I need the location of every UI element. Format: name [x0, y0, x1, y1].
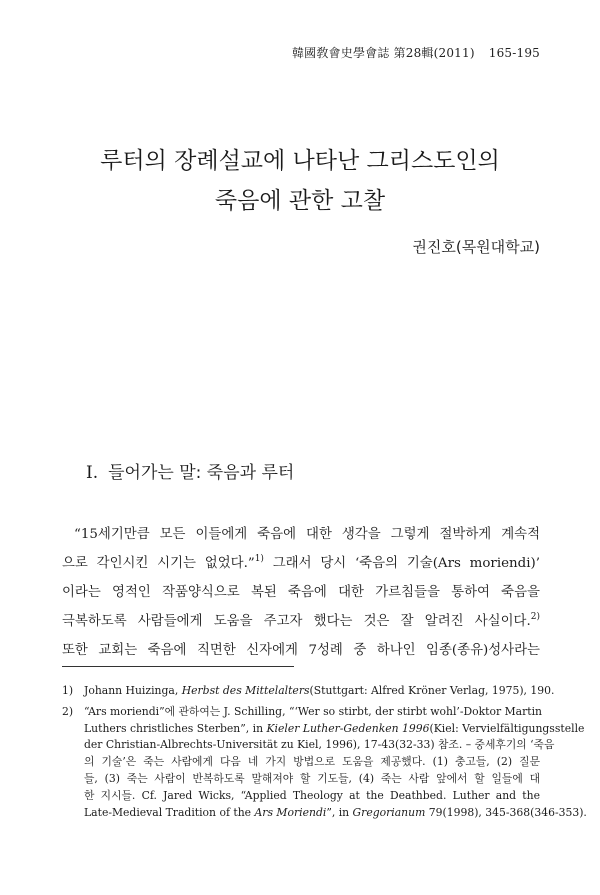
body-line	[62, 607, 540, 636]
section-number: Ⅰ.	[86, 463, 99, 483]
footnote-number: 2)	[62, 704, 74, 718]
footnote-book-title: Herbst des Mittelalters	[181, 684, 310, 697]
footnote-text: Luthers christliches Sterben”, in	[84, 721, 267, 735]
footnote-line: der Christian-Albrechts-Universität zu Kiel, 1996), 17-43(32-33) 참조. – 중세후기의 ‘죽음	[84, 738, 555, 752]
footnote-text: 79(1998), 345-368(346-353).	[425, 805, 587, 819]
footnote-line	[84, 805, 587, 822]
footnotes	[62, 683, 587, 825]
author-affiliation: 권진호(목원대학교)	[412, 238, 540, 256]
footnote-line: 들, (3) 죽는 사람이 반복하도록 말해져야 할 기도들, (4) 죽는 사람 앞에서 할 일들에 대	[84, 771, 540, 785]
body-text: 으로 각인시킨 시기는 없었다.”	[62, 556, 255, 571]
footnote-ref: 2)	[530, 611, 540, 622]
body-line	[62, 549, 540, 578]
section-heading	[86, 458, 294, 483]
body-paragraph	[62, 520, 540, 665]
footnote-number: 1)	[62, 684, 74, 697]
footnote-line: 한 지시들. Cf. Jared Wicks, “Applied Theology at the Deathbed. Luther and the	[84, 788, 540, 802]
footnote-journal-title: Gregorianum	[352, 805, 426, 819]
footnote-text: (Stuttgart: Alfred Kröner Verlag, 1975), 190.	[309, 684, 555, 697]
running-header	[292, 44, 540, 61]
footnote-line: 의 기술’은 죽는 사람에게 다음 네 가지 방법으로 도움을 제공했다. (1) 충고들, (2) 질문	[84, 755, 540, 769]
footnote-line	[84, 683, 555, 700]
page-range: 165-195	[488, 46, 540, 60]
body-line: 또한 교회는 죽음에 직면한 신자에게 7성례 중 하나인 임종(종유)성사라는	[62, 643, 540, 658]
footnote-text: (Kiel: Vervielfältigungsstelle	[429, 721, 585, 735]
footnote-ref: 1)	[254, 553, 264, 564]
body-text: 그래서 당시 ‘죽음의 기술(Ars moriendi)’	[263, 556, 540, 571]
footnote-2	[62, 704, 587, 822]
footnote-line	[84, 721, 585, 738]
section-title: 들어가는 말: 죽음과 루터	[108, 463, 295, 483]
title-line-2: 죽음에 관한 고찰	[214, 188, 386, 214]
body-line: “15세기만큼 모든 이들에게 죽음에 대한 생각을 그렇게 절박하게 계속적	[74, 527, 540, 542]
body-text: 극복하도록 사람들에게 도움을 주고자 했다는 것은 잘 알려진 사실이다.	[62, 614, 531, 629]
footnote-book-title: Ars Moriendi	[254, 805, 327, 819]
footnote-line: “Ars moriendi”에 관하여는 J. Schilling, “‘Wer so stirbt, der stirbt wohl’-Doktor Martin	[84, 704, 543, 718]
footnote-divider	[62, 666, 294, 667]
article-title	[40, 141, 560, 221]
body-line: 이라는 영적인 작품양식으로 복된 죽음에 대한 가르침들을 통하여 죽음을	[62, 585, 540, 600]
footnote-book-title: Kieler Luther-Gedenken 1996	[266, 721, 430, 735]
footnote-text: ”, in	[326, 805, 353, 819]
title-line-1: 루터의 장례설교에 나타난 그리스도인의	[100, 148, 500, 174]
journal-name: 韓國敎會史學會誌 第28輯(2011)	[291, 46, 475, 60]
footnote-1	[62, 683, 555, 700]
footnote-text: Late-Medieval Tradition of the	[84, 805, 255, 819]
footnote-text: Johann Huizinga,	[84, 684, 182, 697]
